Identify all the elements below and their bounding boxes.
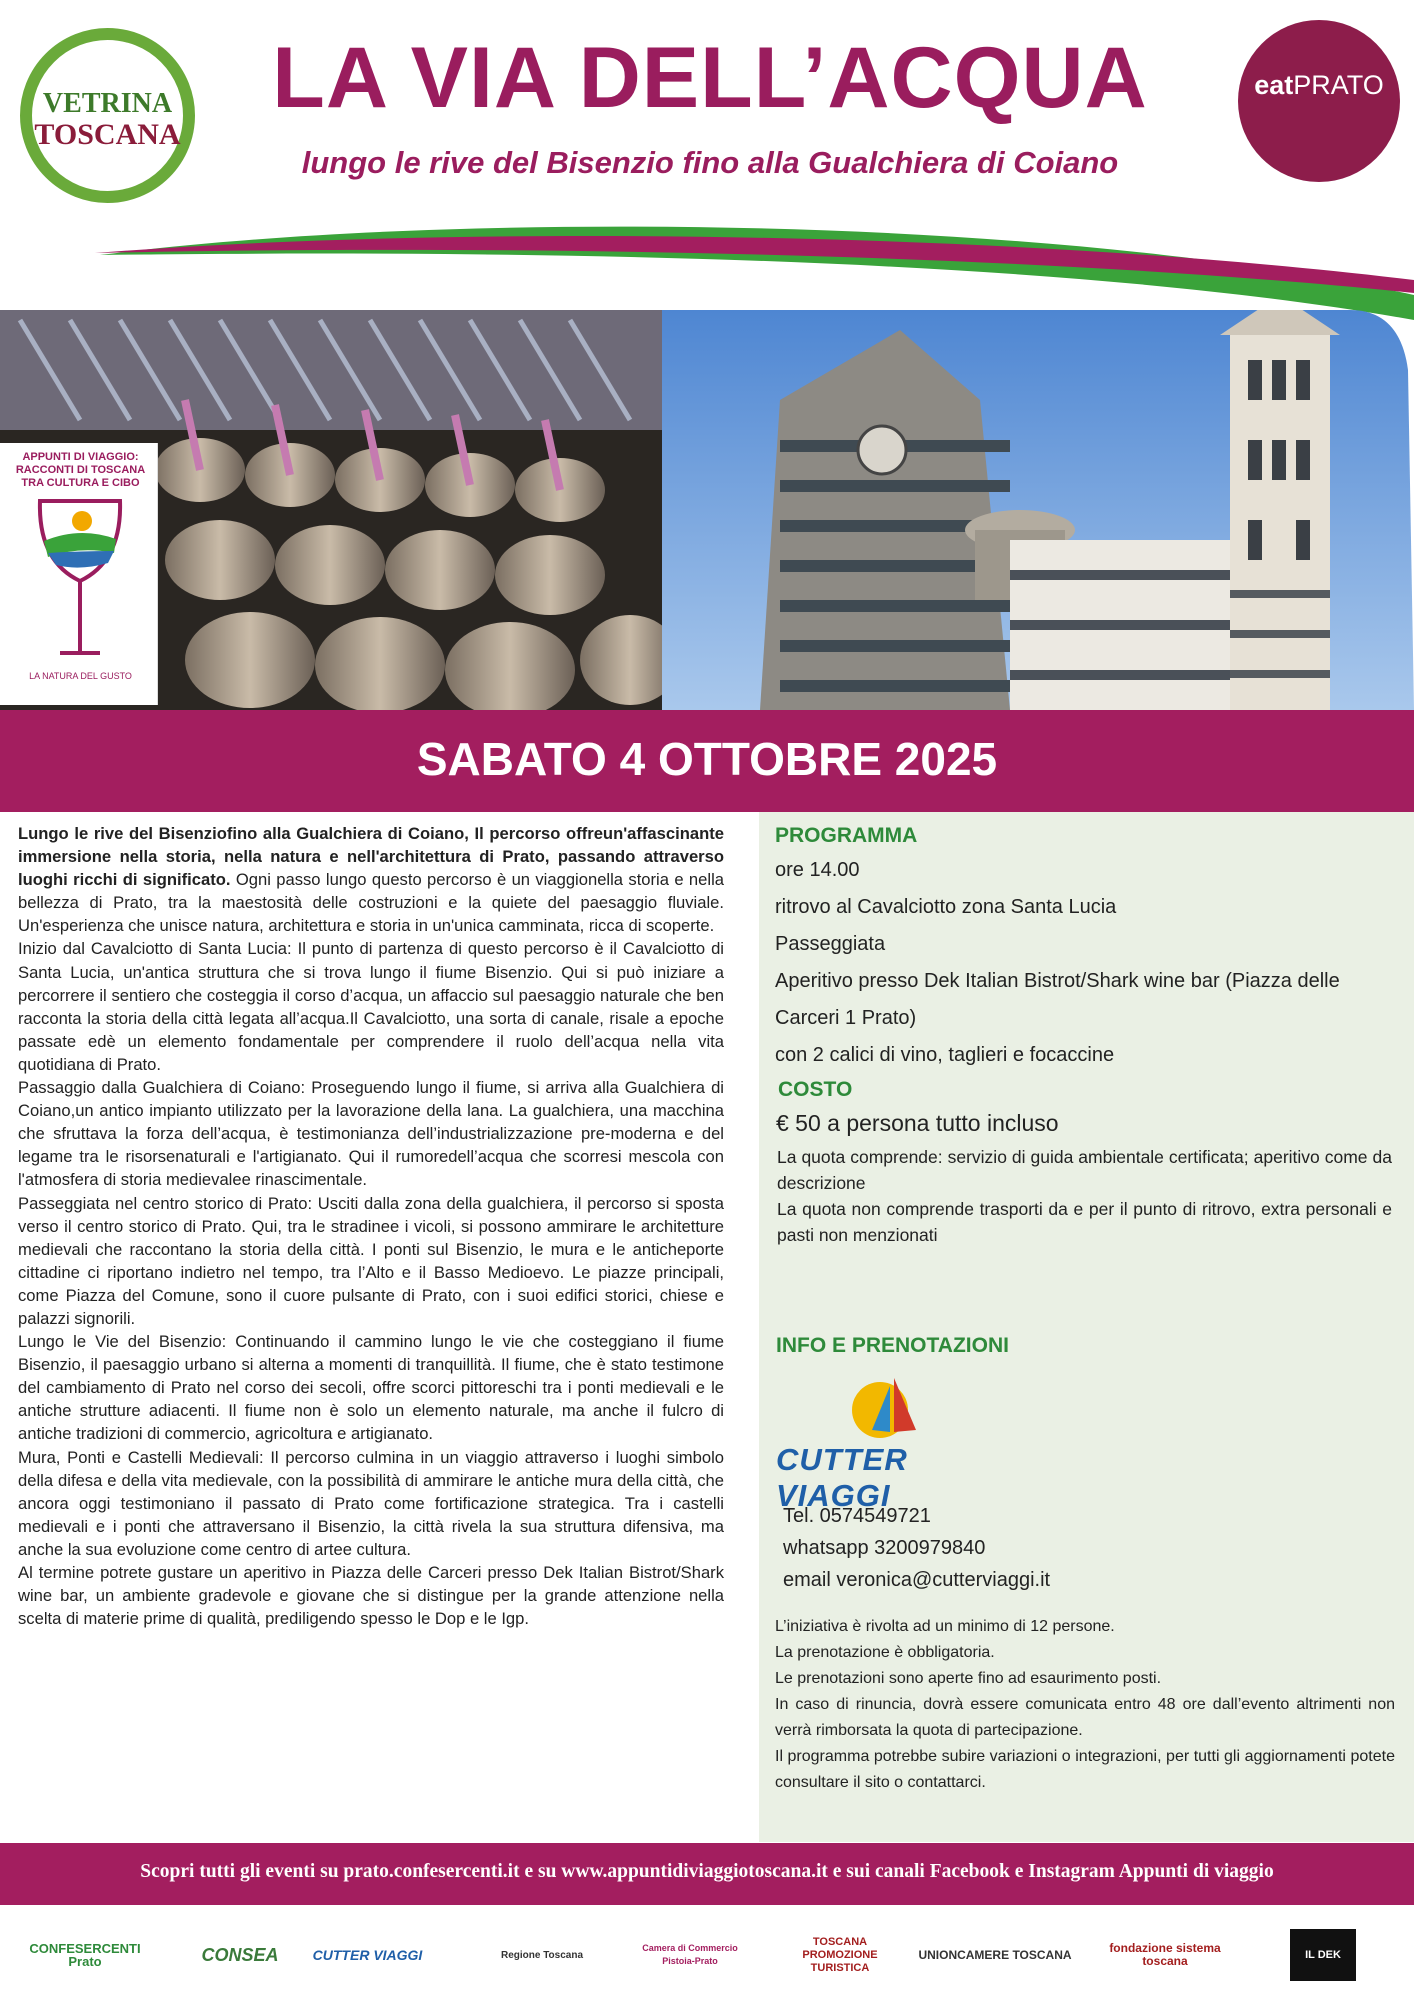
note-line: In caso di rinuncia, dovrà essere comunicata entro 48 ore dall’evento altrimenti non verrà rimborsata la quota di partecipazione. xyxy=(775,1696,1395,1739)
sponsor-logo: CUTTER VIAGGI xyxy=(312,1946,423,1963)
sun-sail-icon xyxy=(846,1372,926,1442)
logo-right-light: PRATO xyxy=(1293,70,1384,100)
costo-includes: La quota comprende: servizio di guida ambientale certificata; aperitivo come da descrizione xyxy=(777,1147,1392,1193)
date-band xyxy=(0,710,1414,812)
cathedral-photo xyxy=(662,295,1414,710)
logo-left-line1: VETRINA xyxy=(42,88,173,119)
agency-name: CUTTER VIAGGI xyxy=(776,1442,908,1513)
body-paragraph: Mura, Ponti e Castelli Medievali: Il percorso culmina in un viaggio attraverso i luoghi simbolo della difesa e della vita medievale, con la possibilità di ammirare le antiche mura della città, che ancora oggi testimoniano il passato di Prato come fortificazione strategica. Tra i castelli medievali e i ponti che attraversano il Bisenzio, la città rivela la sua struttura difensiva, ma anche la sua evoluzione come centro di artee cultura. xyxy=(18,1447,724,1559)
badge-bottom-text: LA NATURA DEL GUSTO xyxy=(29,671,132,681)
photo-strip xyxy=(0,240,1414,710)
note-line: L’iniziativa è rivolta ad un minimo di 12 persone. xyxy=(775,1618,1115,1635)
body-paragraph: Lungo le Vie del Bisenzio: Continuando il cammino lungo le vie che costeggiano il fiume Bisenzio, il paesaggio urbano si alterna a momenti di tranquillità. Il fiume, che è stato testimone del cambiamento di Prato nel corso dei secoli, offre scorci pittoreschi tra i ponti medievali e le antiche strutture adiacenti. Il fiume non è solo un elemento naturale, ma anche il fulcro di antiche tradizioni di commercio, agricoltura e artigianato. xyxy=(18,1332,724,1444)
contact-email[interactable]: email veronica@cutterviaggi.it xyxy=(783,1569,1051,1591)
body-intro-rest: Ogni passo lungo questo percorso è un viaggionella storia e nella bellezza di Prato, tra la maestosità delle costruzioni e la quiete del paesaggio fluviale. Un'esperienza che unisce natura, architettura e storia in un'unica camminata, ricca di scoperte. xyxy=(18,870,724,936)
programma-item: ritrovo al Cavalciotto zona Santa Lucia xyxy=(775,896,1117,918)
contact-block xyxy=(783,1500,1050,1596)
logo-left-line2: TOSCANA xyxy=(34,118,181,151)
sponsor-strip xyxy=(0,1905,1414,2000)
costo-details xyxy=(777,1144,1392,1248)
booking-notes xyxy=(775,1614,1395,1796)
sponsor-logo: Camera di Commercio Pistoia-Prato xyxy=(642,1943,738,1966)
vetrina-toscana-logo xyxy=(20,28,195,203)
body-paragraph: Al termine potrete gustare un aperitivo in Piazza delle Carceri presso Dek Italian Bistrot/Shark wine bar, un ambiente gradevole e giovane che si distingue per la grande attenzione nella scelta di materie prime di qualità, prediligendo spesso le Dop e le Igp. xyxy=(18,1563,724,1629)
programma-item: Passeggiata xyxy=(775,933,886,955)
appunti-di-viaggio-badge xyxy=(0,443,158,705)
logo-right-bold: eat xyxy=(1254,70,1294,100)
body-paragraph: Passaggio dalla Gualchiera di Coiano: Proseguendo lungo il fiume, si arriva alla Gualchiera di Coiano,un antico impianto utilizzato per la lavorazione della lana. La gualchiera, una macchina che sfruttava la forza dell’acqua, è testimonianza dell’industrializzazione pre-moderna e del legame tra le risorsenaturali e l'artigianato. Qui il rumoredell’acqua che scorresi mescola con l'atmosfera di storia medievalee rinascimentale. xyxy=(18,1078,724,1190)
footer-text: Scopri tutti gli eventi su prato.confesercenti.it e su www.appuntidiviaggiotoscana.it e sui canali Facebook e Instagram Appunti di viaggio xyxy=(140,1861,1274,1882)
badge-top-text: APPUNTI DI VIAGGIO: RACCONTI DI TOSCANA TRA CULTURA E CIBO xyxy=(15,451,146,489)
cutter-viaggi-logo xyxy=(776,1372,1006,1513)
wine-glass-icon xyxy=(30,491,130,671)
eat-prato-logo xyxy=(1238,20,1400,182)
body-intro-bold: Lungo le rive del Bisenziofino alla Gualchiera di Coiano, Il percorso offreun'affascinante immersione nella storia, nella natura e nell'architettura di Prato, passando attraverso luoghi ricchi di significato. xyxy=(18,824,724,890)
note-line: Il programma potrebbe subire variazioni o integrazioni, per tutti gli aggiornamenti potete consultare il sito o contattarci. xyxy=(775,1748,1395,1791)
programma-heading: PROGRAMMA xyxy=(775,824,918,847)
description-body xyxy=(18,822,724,1630)
note-line: La prenotazione è obbligatoria. xyxy=(775,1644,995,1661)
costo-heading: COSTO xyxy=(778,1078,853,1101)
programma-list xyxy=(775,852,1400,1074)
sponsor-logo: UNIONCAMERE TOSCANA xyxy=(918,1947,1072,1962)
contact-tel: Tel. 0574549721 xyxy=(783,1505,931,1527)
event-date: SABATO 4 OTTOBRE 2025 xyxy=(416,733,998,785)
costo-excludes: La quota non comprende trasporti da e per il punto di ritrovo, extra personali e pasti non menzionati xyxy=(777,1199,1392,1245)
sponsor-logo: Regione Toscana xyxy=(500,1949,584,1961)
contact-whatsapp: whatsapp 3200979840 xyxy=(783,1537,986,1559)
sponsor-logo: CONFESERCENTI Prato xyxy=(29,1941,141,1969)
sponsor-logo: TOSCANA PROMOZIONE TURISTICA xyxy=(802,1935,878,1974)
programma-item: con 2 calici di vino, taglieri e focaccine xyxy=(775,1044,1115,1066)
footer-bar xyxy=(0,1843,1414,1905)
body-intro xyxy=(18,822,724,937)
sponsor-logo: fondazione sistema toscana xyxy=(1109,1941,1221,1968)
sponsor-logo: CONSEA xyxy=(201,1944,279,1965)
programma-item: ore 14.00 xyxy=(775,859,860,881)
programma-item: Aperitivo presso Dek Italian Bistrot/Shark wine bar (Piazza delle Carceri 1 Prato) xyxy=(775,970,1340,1029)
info-heading: INFO E PRENOTAZIONI xyxy=(776,1334,1009,1357)
page-title: LA VIA DELL’ACQUA xyxy=(272,30,1148,126)
page-subtitle: lungo le rive del Bisenzio fino alla Gualchiera di Coiano xyxy=(301,145,1119,180)
body-paragraph: Inizio dal Cavalciotto di Santa Lucia: Il punto di partenza di questo percorso è il Cavalciotto di Santa Lucia, un'antica struttura che si trova lungo il fiume Bisenzio. Qui si può iniziare a percorrere il sentiero che costeggia il corso d’acqua, un affaccio sul paesaggio naturale che ben racconta la storia della città legata all’acqua.Il Cavalciotto, una sorta di canale, risale a epoche passate edè un elemento fondamentale per comprendere il ruolo dell’acqua nella vita quotidiana di Prato. xyxy=(18,939,724,1074)
note-line: Le prenotazioni sono aperte fino ad esaurimento posti. xyxy=(775,1670,1162,1687)
costo-price: € 50 a persona tutto incluso xyxy=(776,1110,1059,1136)
sponsor-logo: IL DEK xyxy=(1290,1929,1356,1981)
body-paragraph: Passeggiata nel centro storico di Prato: Usciti dalla zona della gualchiera, il percorso si sposta verso il centro storico di Prato. Qui, tra le stradinee i vicoli, si possono ammirare le architetture medievali che raccontano la storia della città. I ponti sul Bisenzio, le mura e le anticheporte cittadine ci riportano indietro nel tempo, tra l’Alto e il Basso Medioevo. Le piazze principali, come Piazza del Comune, sono il cuore pulsante di Prato, con i suoi edifici storici, chiese e palazzi signorili. xyxy=(18,1193,724,1328)
